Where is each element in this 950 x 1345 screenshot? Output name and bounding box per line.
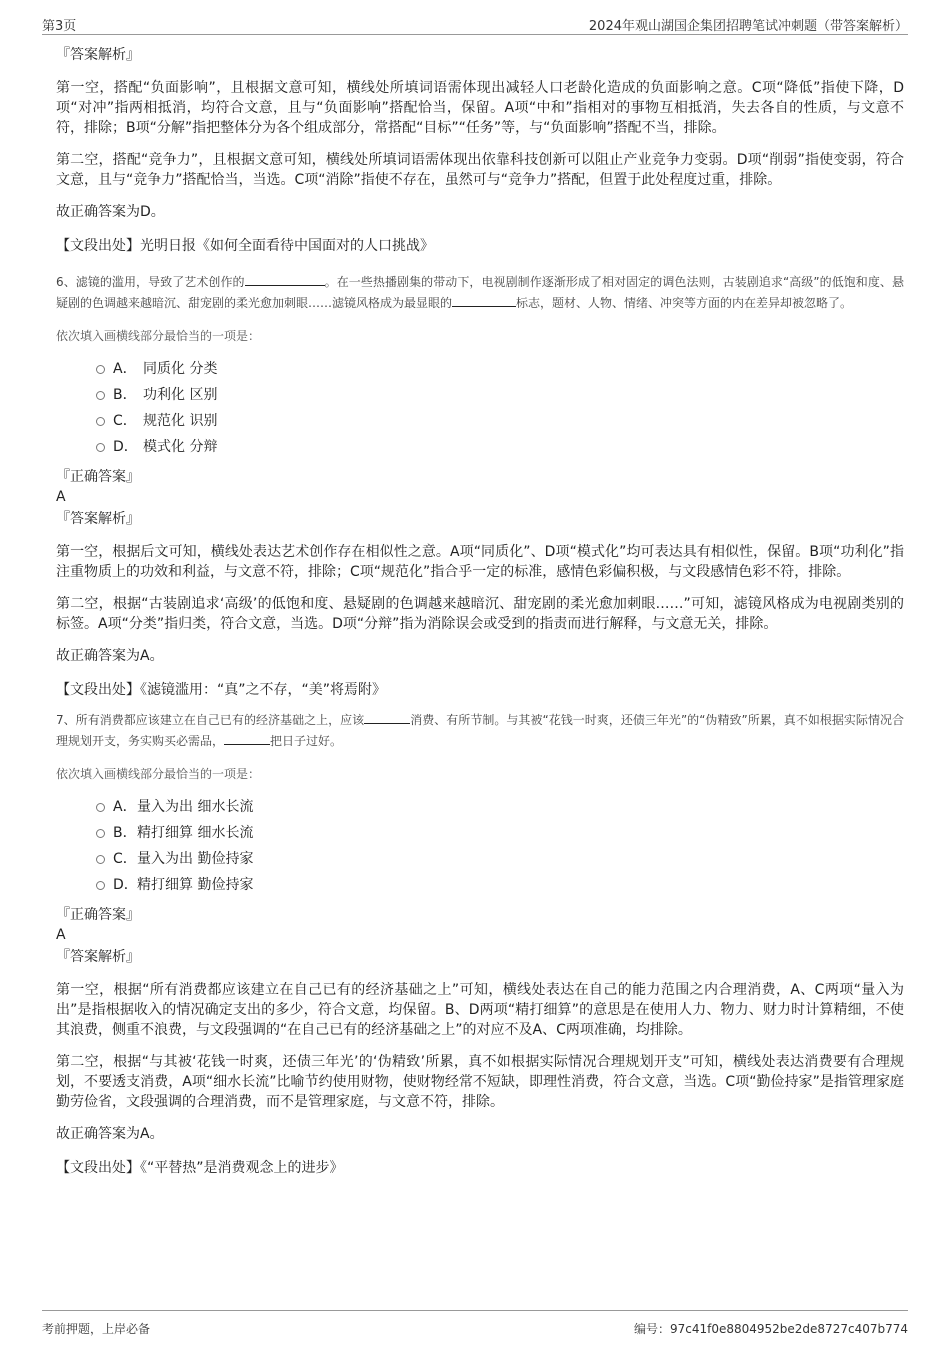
radio-icon[interactable] [96, 803, 105, 812]
option-c[interactable]: C． 规范化 识别 [96, 408, 904, 434]
analysis-paragraph-1: 第一空，根据“所有消费都应该建立在自己已有的经济基础之上”可知，横线处表达在自己的能力范围之内合理消费，A、C两项“量入为出”是指根据收入的情况确定支出的多少，符合文意，均保留。B、D两项“精打细算”的意思是在使用人力、物力、财力时计算精细，不使其浪费，侧重不浪费，与文段强调的“在自己已有的经济基础之上”的对应不及A、C两项准确，均排除。 [56, 982, 904, 1038]
question-7 [56, 710, 904, 1178]
question-6 [56, 272, 904, 700]
option-list [96, 356, 904, 460]
question-text: 6、滤镜的滥用，导致了艺术创作的 。在一些热播剧集的带动下，电视剧制作逐渐形成了相对固定的调色法则，古装剧追求“高级”的低饱和度、悬疑剧的色调越来越暗沉、甜宠剧的柔光愈加刺眼……滤镜风格成为最显眼的 标志，题材、人物、情绪、冲突等方面的内在差异却被忽略了。 [56, 275, 904, 310]
question-prompt: 依次填入画横线部分最恰当的一项是： [56, 329, 261, 343]
analysis-label: 『答案解析』 [56, 511, 140, 527]
page-header [42, 14, 908, 35]
question-text: 7、所有消费都应该建立在自己已有的经济基础之上，应该 消费、有所节制。与其被“花钱一时爽，还债三年光”的“伪精致”所累，真不如根据实际情况合理规划开支，务实购买必需品， 把日子过好。 [56, 713, 904, 748]
document-body [56, 44, 904, 1178]
correct-answer-label: 『正确答案』 [56, 469, 140, 485]
analysis-label: 『答案解析』 [56, 47, 140, 63]
question-prompt: 依次填入画横线部分最恰当的一项是： [56, 767, 261, 781]
correct-answer: A [56, 927, 66, 943]
analysis-conclusion: 故正确答案为D。 [56, 204, 165, 220]
correct-answer: A [56, 489, 66, 505]
analysis-paragraph-2: 第二空，搭配“竞争力”，且根据文意可知，横线处所填词语需体现出依靠科技创新可以阻止产业竞争力变弱。D项“削弱”指使变弱，符合文意，且与“竞争力”搭配恰当，当选。C项“消除”指使不存在，虽然可与“竞争力”搭配，但置于此处程度过重，排除。 [56, 152, 904, 188]
option-list [96, 794, 904, 898]
analysis-paragraph-1: 第一空，根据后文可知，横线处表达艺术创作存在相似性之意。A项“同质化”、D项“模式化”均可表达具有相似性，保留。B项“功利化”指注重物质上的功效和利益，与文意不符，排除；C项“规范化”指合乎一定的标准，感情色彩偏积极，与文段感情色彩不符，排除。 [56, 544, 904, 580]
option-c[interactable]: C． 量入为出 勤俭持家 [96, 846, 904, 872]
option-a[interactable]: A． 量入为出 细水长流 [96, 794, 904, 820]
blank-2 [452, 295, 516, 307]
previous-question-analysis [56, 44, 904, 256]
option-a[interactable]: A． 同质化 分类 [96, 356, 904, 382]
radio-icon[interactable] [96, 443, 105, 452]
document-title: 2024年观山湖国企集团招聘笔试冲刺题（带答案解析） [588, 19, 908, 34]
radio-icon[interactable] [96, 829, 105, 838]
source-citation: 【文段出处】光明日报《如何全面看待中国面对的人口挑战》 [56, 238, 434, 254]
radio-icon[interactable] [96, 855, 105, 864]
page-number: 第3页 [42, 19, 77, 34]
radio-icon[interactable] [96, 391, 105, 400]
blank-2 [224, 733, 270, 745]
source-citation: 【文段出处】《滤镜滥用：“真”之不存，“美”将焉附》 [56, 682, 387, 698]
analysis-paragraph-2: 第二空，根据“古装剧追求‘高级’的低饱和度、悬疑剧的色调越来越暗沉、甜宠剧的柔光愈加刺眼……”可知，滤镜风格成为电视剧类别的标签。A项“分类”指归类，符合文意，当选。D项“分辩”指为消除误会或受到的指责而进行解释，与文意无关，排除。 [56, 596, 904, 632]
footer-slogan: 考前押题，上岸必备 [42, 1322, 151, 1336]
page-footer [42, 1310, 908, 1337]
radio-icon[interactable] [96, 417, 105, 426]
radio-icon[interactable] [96, 365, 105, 374]
option-b[interactable]: B． 功利化 区别 [96, 382, 904, 408]
option-d[interactable]: D． 精打细算 勤俭持家 [96, 872, 904, 898]
correct-answer-label: 『正确答案』 [56, 907, 140, 923]
analysis-conclusion: 故正确答案为A。 [56, 1126, 164, 1142]
source-citation: 【文段出处】《“平替热”是消费观念上的进步》 [56, 1160, 344, 1176]
blank-1 [245, 274, 325, 286]
option-b[interactable]: B． 精打细算 细水长流 [96, 820, 904, 846]
analysis-label: 『答案解析』 [56, 949, 140, 965]
analysis-paragraph-1: 第一空，搭配“负面影响”，且根据文意可知，横线处所填词语需体现出减轻人口老龄化造成的负面影响之意。C项“降低”指使下降，D项“对冲”指两相抵消，均符合文意，且与“负面影响”搭配恰当，保留。A项“中和”指相对的事物互相抵消，失去各自的性质，与文意不符，排除；B项“分解”指把整体分为各个组成部分，常搭配“目标”“任务”等，与“负面影响”搭配不当，排除。 [56, 80, 904, 136]
document-code: 编号：97c41f0e8804952be2de8727c407b774 [633, 1322, 908, 1336]
analysis-conclusion: 故正确答案为A。 [56, 648, 164, 664]
blank-1 [364, 712, 410, 724]
option-d[interactable]: D． 模式化 分辩 [96, 434, 904, 460]
radio-icon[interactable] [96, 881, 105, 890]
analysis-paragraph-2: 第二空，根据“与其被‘花钱一时爽，还债三年光’的‘伪精致’所累，真不如根据实际情况合理规划开支”可知，横线处表达消费要有合理规划，不要透支消费，A项“细水长流”比喻节约使用财物，使财物经常不短缺，即理性消费，符合文意，当选。C项“勤俭持家”是指管理家庭勤劳俭省，文段强调的合理消费，而不是管理家庭，与文意不符，排除。 [56, 1054, 904, 1110]
